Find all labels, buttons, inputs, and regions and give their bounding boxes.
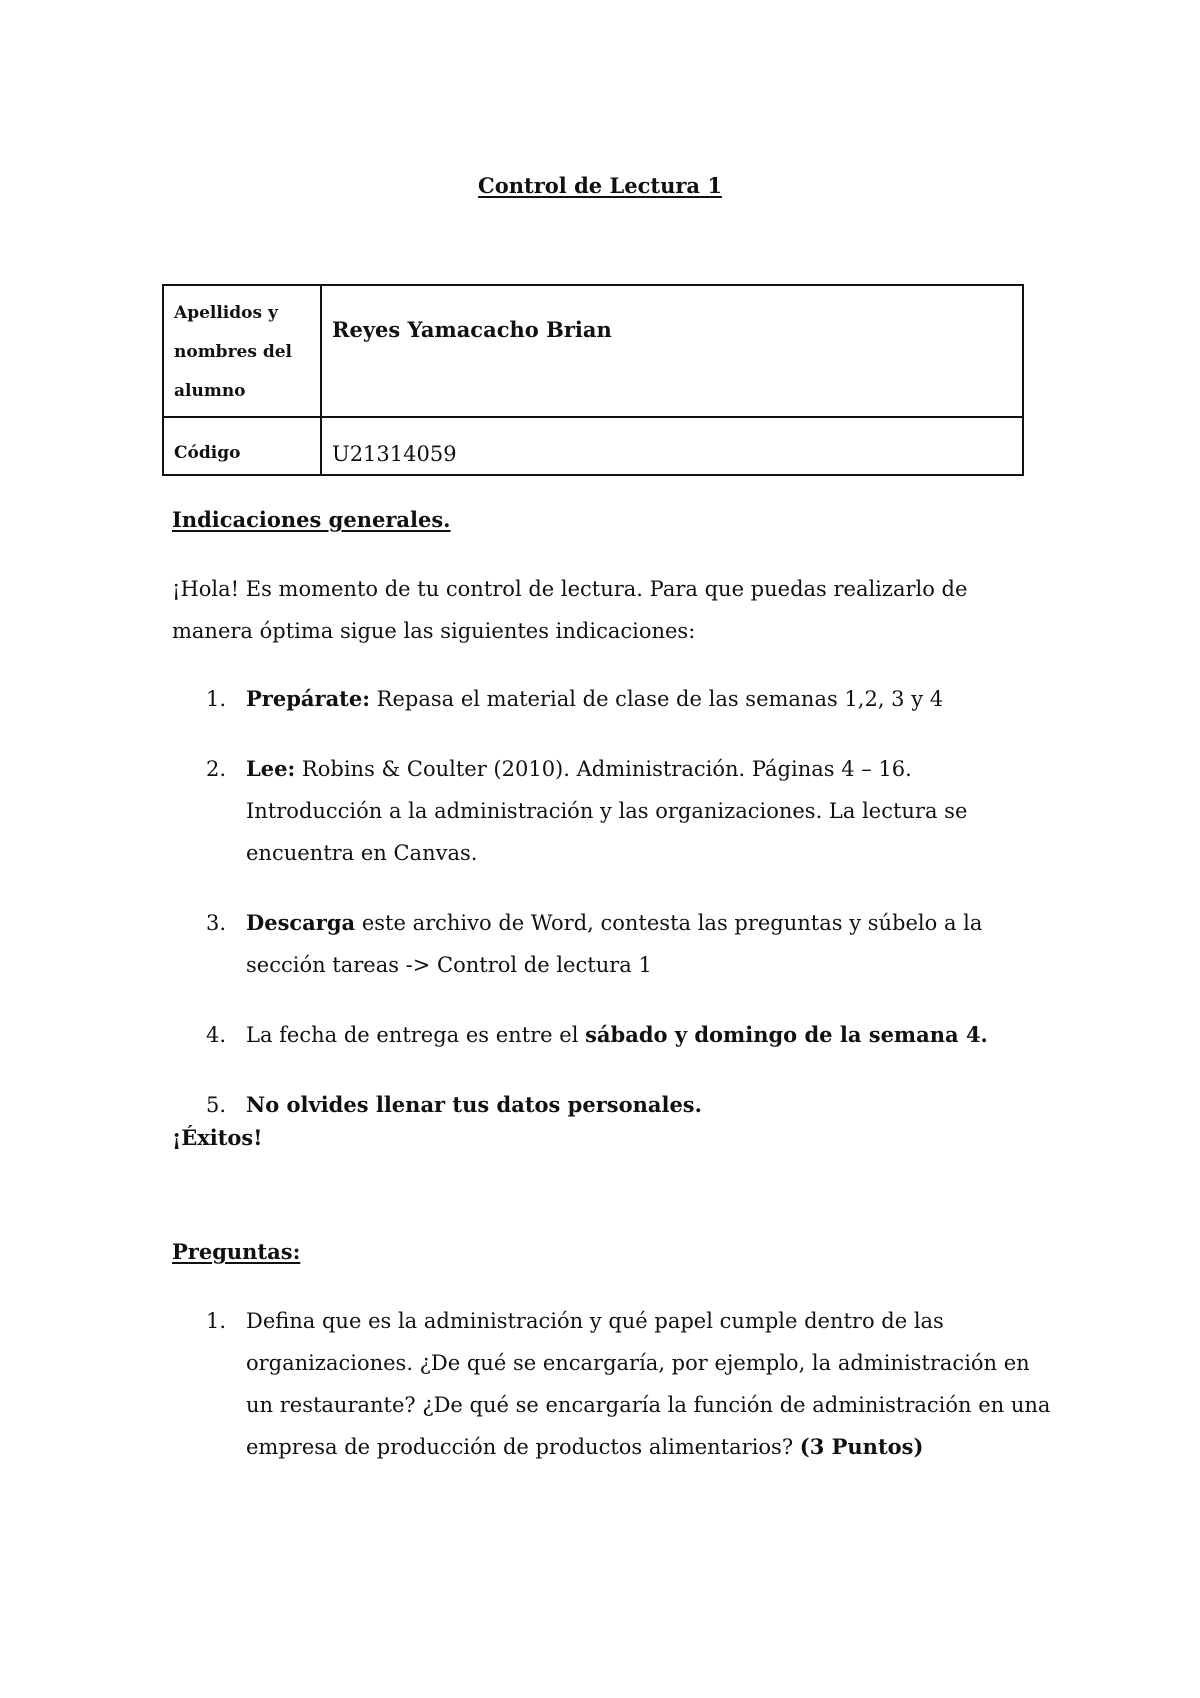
item-bold-label: Lee:: [246, 756, 296, 781]
questions-heading: Preguntas:: [172, 1239, 301, 1264]
item-text: La fecha de entrega es entre el: [246, 1023, 586, 1047]
name-label: [164, 286, 320, 411]
table-row: [163, 417, 1023, 475]
list-item: [172, 678, 1052, 720]
general-indications-heading: Indicaciones generales.: [172, 507, 451, 532]
item-number: 1.: [206, 687, 227, 711]
item-bold-label: No olvides llenar tus datos personales.: [246, 1092, 702, 1117]
student-code[interactable]: U21314059: [332, 442, 457, 466]
question-text: Defina que es la administración y qué papel cumple dentro de las organizaciones. ¿De qué se encargaría, por ejemplo, la administración en un restaurante? ¿De qué se encargaría la función de administración en una empresa de producción de productos alimentarios?: [246, 1309, 1051, 1459]
name-label-line: nombres del: [174, 342, 292, 362]
student-info-table: [162, 284, 1024, 476]
question-points: (3 Puntos): [799, 1434, 924, 1459]
list-item: [172, 902, 1052, 986]
name-label-cell: [163, 285, 321, 417]
question-number: 1.: [206, 1309, 227, 1333]
name-value-cell[interactable]: [321, 285, 1023, 417]
indications-list: [172, 678, 1052, 1154]
list-item: [172, 748, 1052, 874]
item-bold-label: Descarga: [246, 910, 356, 935]
list-item: [172, 1014, 1052, 1056]
item-number: 2.: [206, 757, 227, 781]
list-item: [172, 1300, 1052, 1468]
document-title: Control de Lectura 1: [478, 173, 722, 198]
item-bold-label: Prepárate:: [246, 686, 370, 711]
item-number: 5.: [206, 1093, 227, 1117]
table-row: [163, 285, 1023, 417]
item-number: 3.: [206, 911, 227, 935]
item-bold-end: sábado y domingo de la semana 4.: [585, 1022, 988, 1047]
questions-list: [172, 1300, 1052, 1468]
name-label-line: alumno: [174, 381, 246, 401]
list-item: [172, 1084, 1052, 1126]
code-value-cell[interactable]: [321, 417, 1023, 475]
intro-paragraph: ¡Hola! Es momento de tu control de lectura. Para que puedas realizarlo de manera óptima sigue las siguientes indicaciones:: [172, 577, 968, 643]
name-label-line: Apellidos y: [174, 303, 278, 323]
item-text: este archivo de Word, contesta las preguntas y súbelo a la sección tareas -> Control de lectura 1: [246, 911, 983, 977]
item-text: Robins & Coulter (2010). Administración. Páginas 4 – 16. Introducción a la administración y las organizaciones. La lectura se encuentra en Canvas.: [246, 757, 968, 865]
item-number: 4.: [206, 1023, 227, 1047]
student-name[interactable]: Reyes Yamacacho Brian: [332, 317, 612, 342]
closing-greeting: ¡Éxitos!: [172, 1125, 263, 1150]
code-label: Código: [174, 443, 241, 463]
code-label-cell: [163, 417, 321, 475]
item-text: Repasa el material de clase de las semanas 1,2, 3 y 4: [370, 687, 944, 711]
